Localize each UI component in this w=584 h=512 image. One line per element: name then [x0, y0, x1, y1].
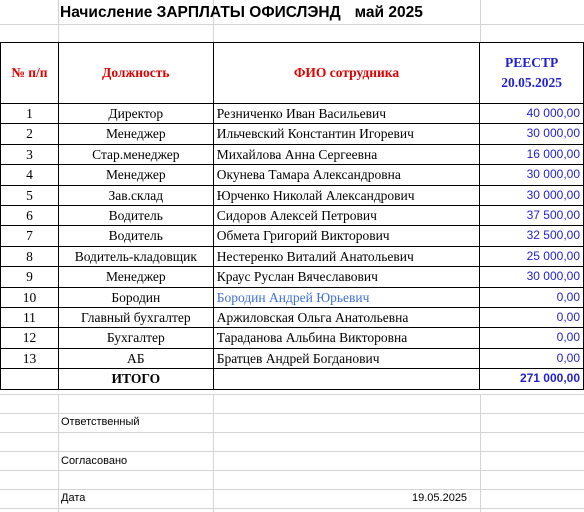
header-num[interactable]: № п/п [1, 43, 59, 104]
cell-name[interactable]: Михайлова Анна Сергеевна [213, 144, 480, 164]
table-row [1, 206, 584, 226]
total-empty-cell[interactable] [1, 369, 59, 389]
cell-sum[interactable]: 40 000,00 [480, 104, 584, 124]
cell-position[interactable]: Водитель [58, 226, 213, 246]
page-title [60, 4, 423, 22]
header-name[interactable]: ФИО сотрудника [213, 43, 480, 104]
cell-position[interactable]: Водитель-кладовщик [58, 246, 213, 266]
cell-position[interactable]: Стар.менеджер [58, 144, 213, 164]
total-row [1, 369, 584, 389]
table-row [1, 348, 584, 368]
cell-num[interactable]: 9 [1, 267, 59, 287]
table-row [1, 124, 584, 144]
table-row [1, 287, 584, 307]
cell-sum[interactable]: 25 000,00 [480, 246, 584, 266]
cell-sum[interactable]: 30 000,00 [480, 185, 584, 205]
total-label[interactable]: ИТОГО [58, 369, 213, 389]
cell-name[interactable]: Окунева Тамара Александровна [213, 165, 480, 185]
cell-name[interactable]: Ильчевский Константин Игоревич [213, 124, 480, 144]
table-row [1, 246, 584, 266]
cell-num[interactable]: 8 [1, 246, 59, 266]
cell-num[interactable]: 10 [1, 287, 59, 307]
cell-name[interactable]: Краус Руслан Вячеславович [213, 267, 480, 287]
cell-position[interactable]: Водитель [58, 206, 213, 226]
cell-sum[interactable]: 16 000,00 [480, 144, 584, 164]
table-row [1, 104, 584, 124]
table-header-row [1, 43, 584, 104]
cell-name[interactable]: Резниченко Иван Васильевич [213, 104, 480, 124]
cell-num[interactable]: 12 [1, 328, 59, 348]
total-empty-name-cell[interactable] [213, 369, 480, 389]
header-registry[interactable] [480, 43, 584, 104]
cell-sum[interactable]: 30 000,00 [480, 124, 584, 144]
cell-position[interactable]: Менеджер [58, 267, 213, 287]
date-value: 19.05.2025 [412, 492, 468, 504]
cell-name[interactable]: Обмета Григорий Викторович [213, 226, 480, 246]
cell-sum[interactable]: 0,00 [480, 328, 584, 348]
cell-name[interactable]: Тараданова Альбина Викторовна [213, 328, 480, 348]
cell-name[interactable]: Братцев Андрей Богданович [213, 348, 480, 368]
header-position[interactable]: Должность [58, 43, 213, 104]
cell-position[interactable]: Зав.склад [58, 185, 213, 205]
cell-name[interactable]: Нестеренко Виталий Анатольевич [213, 246, 480, 266]
cell-position[interactable]: Менеджер [58, 165, 213, 185]
cell-num[interactable]: 13 [1, 348, 59, 368]
cell-sum[interactable]: 37 500,00 [480, 206, 584, 226]
total-sum[interactable]: 271 000,00 [480, 369, 584, 389]
cell-position[interactable]: Главный бухгалтер [58, 308, 213, 328]
cell-num[interactable]: 5 [1, 185, 59, 205]
cell-num[interactable]: 6 [1, 206, 59, 226]
table-row [1, 185, 584, 205]
header-registry-date: 20.05.2025 [501, 75, 562, 90]
cell-sum[interactable]: 30 000,00 [480, 267, 584, 287]
header-registry-label: РЕЕСТР [504, 55, 559, 70]
payroll-table [0, 42, 584, 390]
cell-name[interactable]: Бородин Андрей Юрьевич [213, 287, 480, 307]
table-row [1, 144, 584, 164]
cell-sum[interactable]: 0,00 [480, 287, 584, 307]
title-main: Начисление ЗАРПЛАТЫ ОФИСЛЭНД [60, 4, 341, 21]
cell-num[interactable]: 1 [1, 104, 59, 124]
cell-position[interactable]: АБ [58, 348, 213, 368]
responsible-label: Ответственный [61, 416, 140, 428]
cell-num[interactable]: 11 [1, 308, 59, 328]
cell-position[interactable]: Директор [58, 104, 213, 124]
cell-num[interactable]: 4 [1, 165, 59, 185]
cell-sum[interactable]: 0,00 [480, 308, 584, 328]
cell-name[interactable]: Аржиловская Ольга Анатольевна [213, 308, 480, 328]
cell-position[interactable]: Менеджер [58, 124, 213, 144]
cell-name[interactable]: Сидоров Алексей Петрович [213, 206, 480, 226]
cell-num[interactable]: 7 [1, 226, 59, 246]
table-row [1, 308, 584, 328]
table-row [1, 267, 584, 287]
date-label: Дата [61, 492, 86, 504]
cell-num[interactable]: 3 [1, 144, 59, 164]
cell-sum[interactable]: 0,00 [480, 348, 584, 368]
cell-position[interactable]: Бородин [58, 287, 213, 307]
cell-name[interactable]: Юрченко Николай Александрович [213, 185, 480, 205]
cell-position[interactable]: Бухгалтер [58, 328, 213, 348]
table-row [1, 328, 584, 348]
cell-sum[interactable]: 32 500,00 [480, 226, 584, 246]
cell-num[interactable]: 2 [1, 124, 59, 144]
table-row [1, 165, 584, 185]
title-period: май 2025 [354, 4, 423, 21]
agreed-label: Согласовано [61, 455, 128, 467]
cell-sum[interactable]: 30 000,00 [480, 165, 584, 185]
table-row [1, 226, 584, 246]
